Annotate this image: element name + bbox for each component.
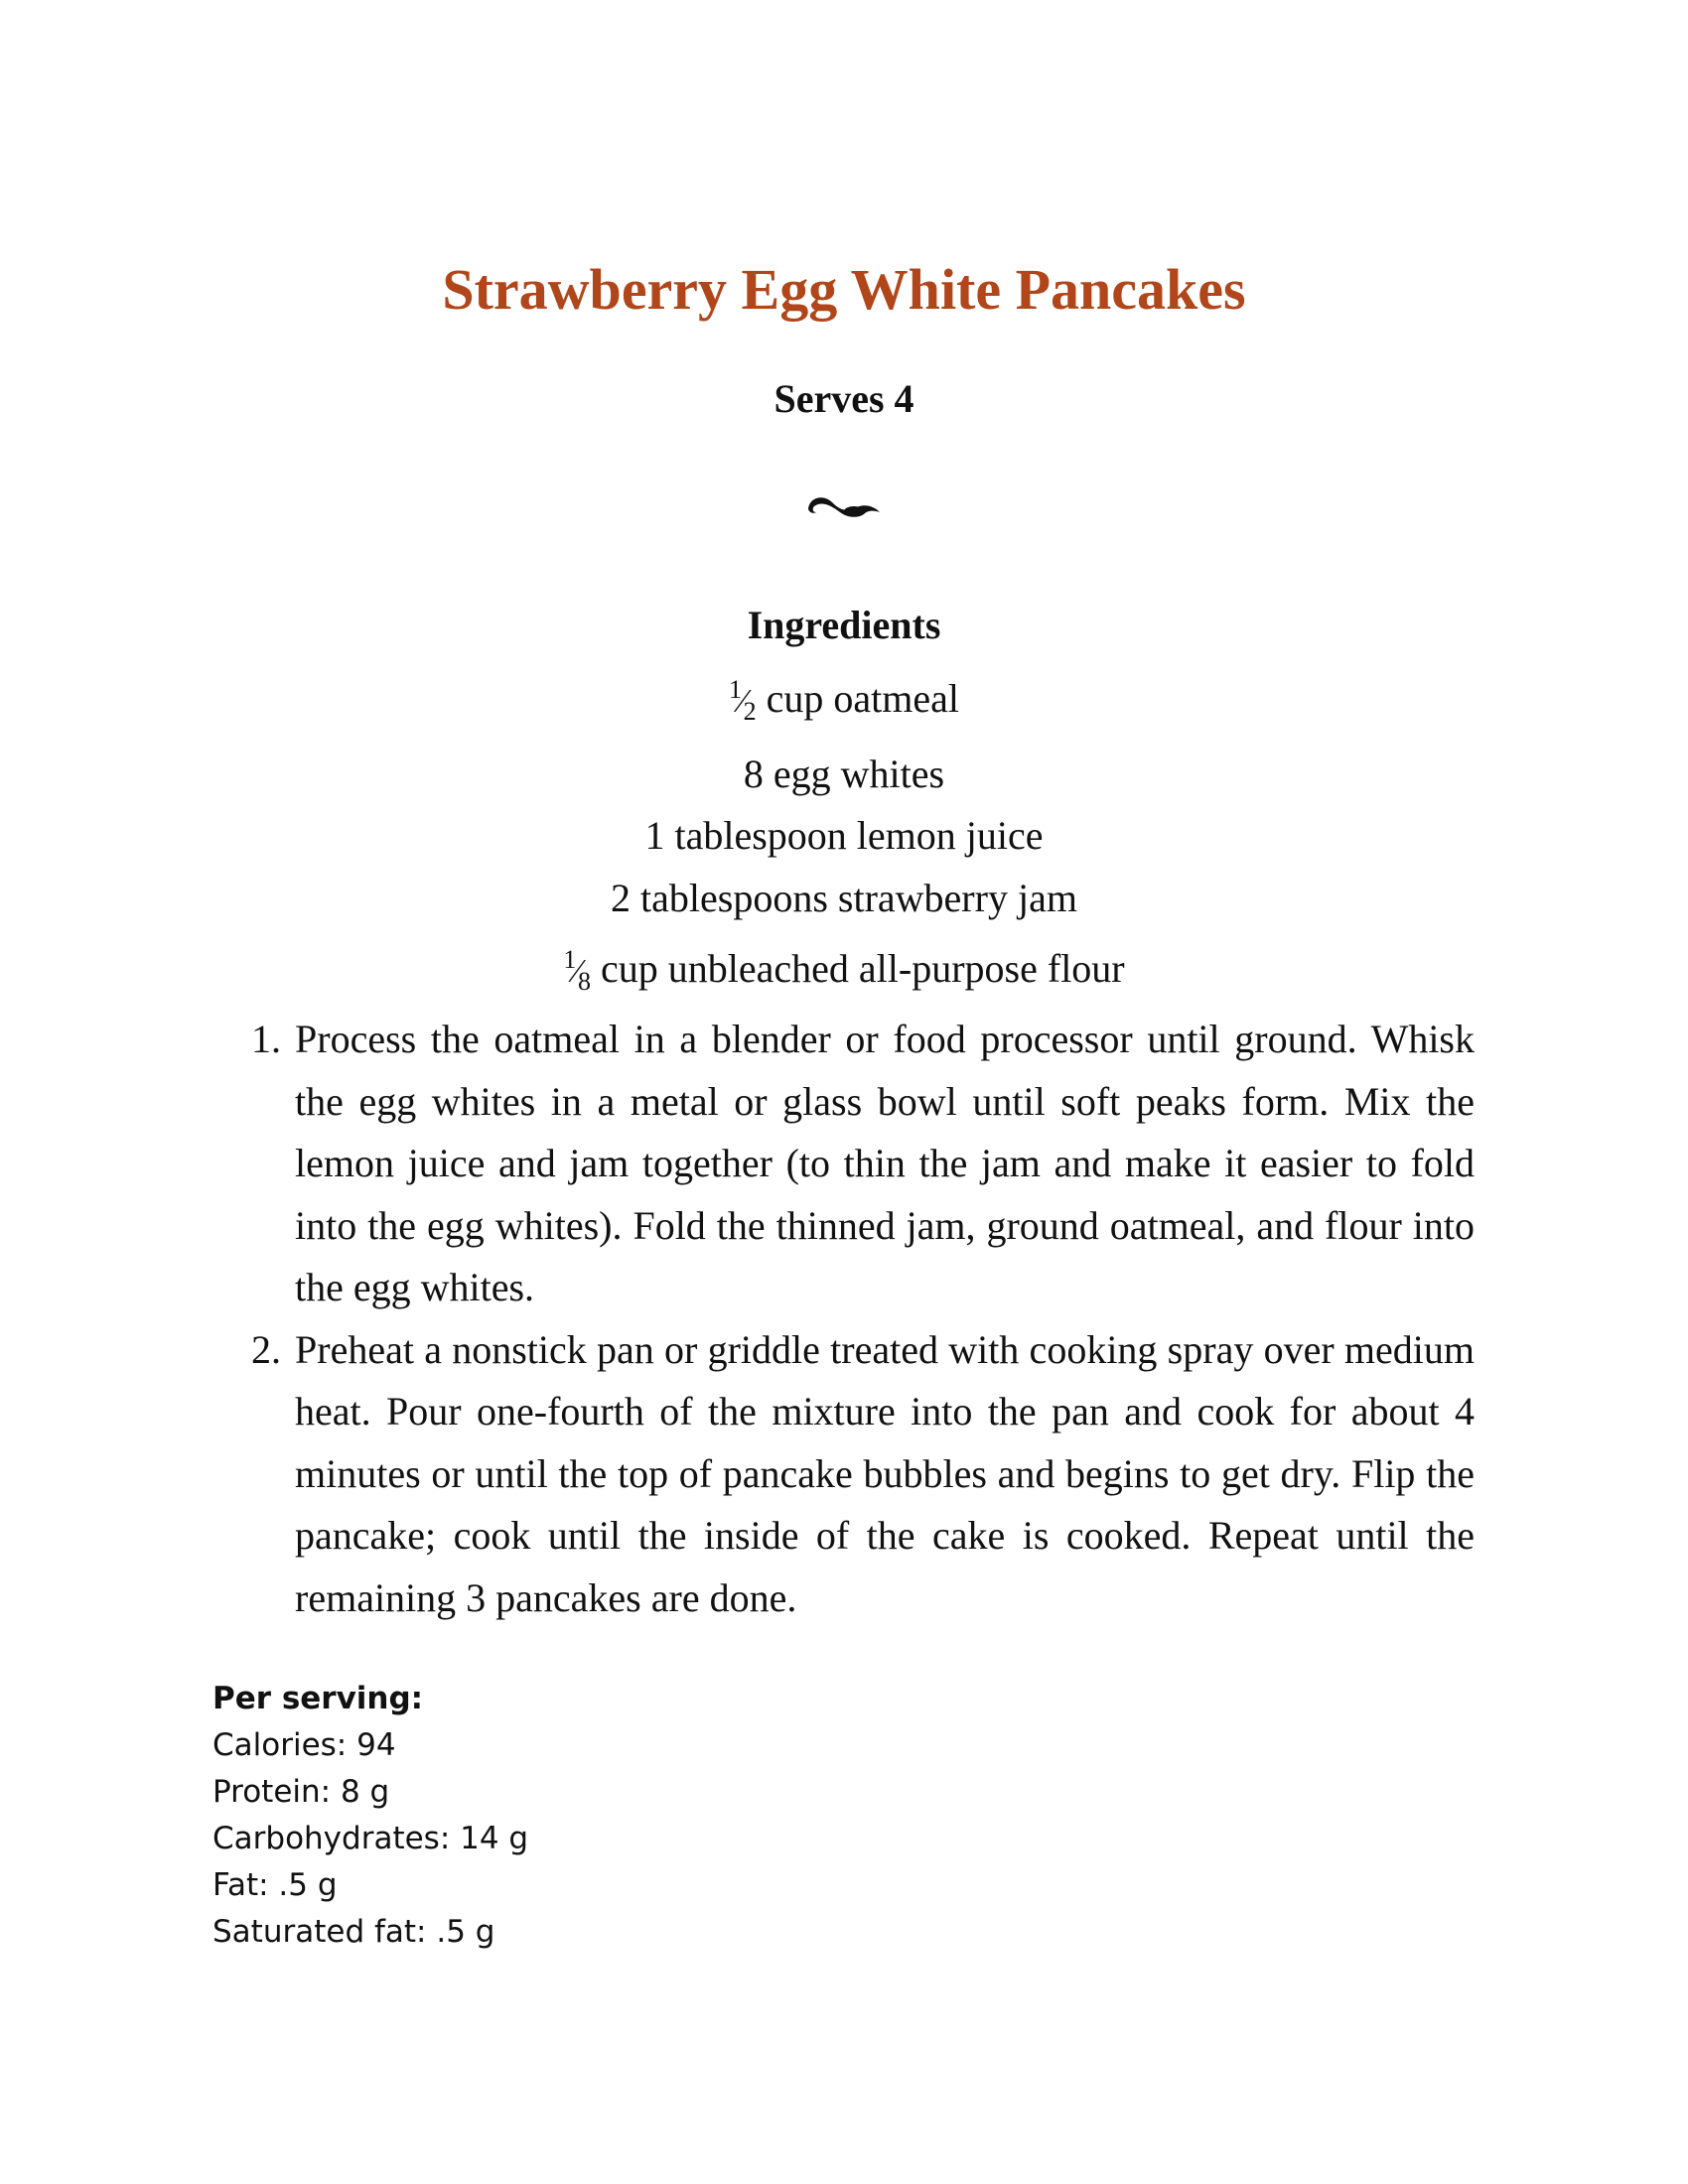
fraction-slash: ⁄: [574, 953, 581, 990]
step-text: Process the oatmeal in a blender or food processor until ground. Whisk the egg whites in a metal or glass bowl until soft peaks form. Mix the lemon juice and jam together (to thin the jam and make it easier to fold into the egg whites). Fold the thinned jam, ground oatmeal, and flour into the egg whites.: [295, 1017, 1475, 1309]
recipe-title: Strawberry Egg White Pancakes: [442, 257, 1246, 322]
step-number: 1.: [251, 1017, 281, 1061]
nutrition-row: Saturated fat: .5 g: [212, 1914, 495, 1950]
ingredient-item: [0, 805, 1688, 868]
ingredient-item: [0, 659, 1688, 744]
fraction-numerator: 1: [563, 945, 577, 974]
nutrition-row: Calories: 94: [212, 1727, 396, 1763]
nutrition-row: Carbohydrates: 14 g: [212, 1821, 529, 1856]
nutrition-facts: [212, 1676, 528, 1956]
fraction-denominator: 8: [578, 967, 592, 996]
nutrition-heading: Per serving:: [212, 1681, 424, 1716]
ingredients-heading: Ingredients: [747, 603, 941, 647]
ingredient-item: [0, 868, 1688, 930]
nutrition-row: Fat: .5 g: [212, 1867, 338, 1903]
ingredient-text: cup unbleached all-purpose flour: [591, 946, 1125, 991]
ingredient-text: 2 tablespoons strawberry jam: [611, 875, 1077, 920]
ingredient-item: [0, 744, 1688, 806]
step-number: 2.: [251, 1326, 281, 1372]
step-text: Preheat a nonstick pan or griddle treated with cooking spray over medium heat. Pour one-fourth of the mixture into the pan and cook for about 4 minutes or until the top of pancake bubbles and begins to get dry. Flip the pancake; cook until the inside of the cake is cooked. Repeat until the remaining 3 pancakes are done.: [295, 1326, 1475, 1620]
instructions-list: [251, 1009, 1475, 1629]
nutrition-row: Protein: 8 g: [212, 1774, 390, 1810]
fraction-numerator: 1: [728, 675, 742, 704]
ingredient-item: [0, 929, 1688, 1014]
fraction-denominator: 2: [743, 697, 757, 726]
ingredients-list: [0, 659, 1688, 1014]
fraction-slash: ⁄: [739, 683, 746, 720]
ingredient-text: 8 egg whites: [743, 751, 945, 796]
ingredient-text: 1 tablespoon lemon juice: [644, 813, 1044, 858]
instruction-step: [251, 1319, 1475, 1630]
flourish-ornament-icon: [804, 484, 884, 524]
serves-count: Serves 4: [774, 376, 914, 421]
instruction-step: [251, 1009, 1475, 1319]
ingredient-text: cup oatmeal: [756, 676, 960, 721]
